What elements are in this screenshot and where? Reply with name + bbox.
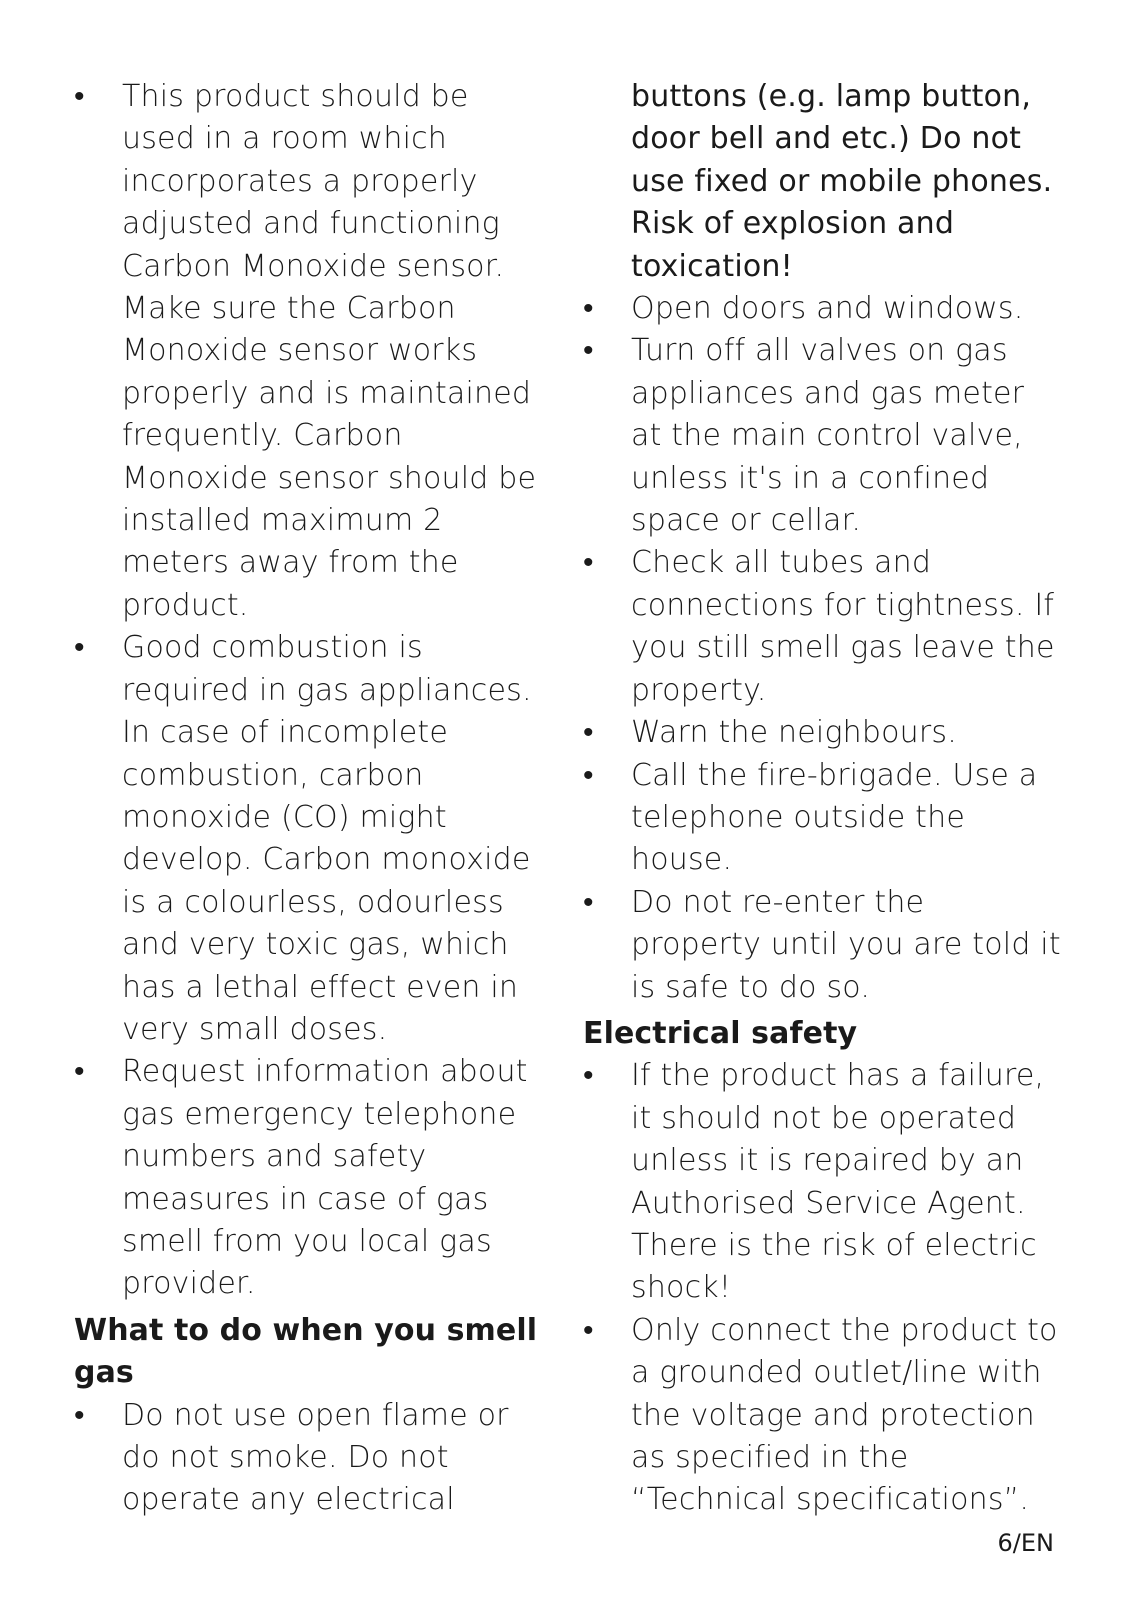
bullet-icon: • — [583, 291, 594, 327]
bullet-icon: • — [74, 1397, 85, 1433]
list-item-open-windows: • Open doors and windows. — [583, 288, 1063, 330]
smell-gas-list-continued — [583, 288, 1063, 1009]
heading-electrical-safety: Electrical safety — [583, 1015, 858, 1051]
bullet-icon: • — [583, 545, 594, 581]
bullet-icon: • — [583, 715, 594, 751]
list-item-failure: • If the product has a failure, it should not be operated unless it is repaired by an Authorised Service Agent. There is the risk of electric shock! — [583, 1055, 1063, 1309]
bullet-icon: • — [583, 884, 594, 920]
list-item-co-sensor: • This product should be used in a room which incorporates a properly adjusted and functioning Carbon Monoxide sensor. Make sure the Carbon Monoxide sensor works properly and is maintained frequently. Carbon Monoxide sensor should be installed maximum 2 meters away from the product. — [74, 76, 544, 627]
list-item-no-flame: • Do not use open flame or do not smoke. Do not operate any electrical — [74, 1395, 544, 1522]
bullet-icon: • — [583, 757, 594, 793]
bullet-icon: • — [74, 630, 85, 666]
smell-gas-list — [74, 1395, 544, 1522]
list-item-emergency-info: • Request information about gas emergency telephone numbers and safety measures in case of gas smell from you local gas provider. — [74, 1051, 544, 1305]
list-item-grounded-outlet: • Only connect the product to a grounded outlet/line with the voltage and protection as specified in the “Technical specifications”. — [583, 1310, 1063, 1522]
list-item-check-tubes: • Check all tubes and connections for tightness. If you still smell gas leave the property. — [583, 542, 1063, 712]
list-item-warn-neighbours: • Warn the neighbours. — [583, 712, 1063, 754]
list-item-call-fire-brigade: • Call the fire-brigade. Use a telephone outside the house. — [583, 755, 1063, 882]
electrical-safety-list — [583, 1055, 1063, 1521]
heading-smell-gas: What to do when you smell gas — [74, 1312, 538, 1391]
list-item-turn-off-valves: • Turn off all valves on gas appliances and gas meter at the main control valve, unless it's in a confined space or cellar. — [583, 330, 1063, 542]
gas-safety-list — [74, 76, 544, 1306]
list-item-combustion: • Good combustion is required in gas appliances. In case of incomplete combustion, carbon monoxide (CO) might develop. Carbon monoxide is a colourless, odourless and very toxic gas, which has a lethal effect even in very small doses. — [74, 627, 544, 1051]
bullet-icon: • — [74, 1054, 85, 1090]
left-column — [74, 76, 544, 1522]
continued-text: buttons (e.g. lamp button, door bell and etc.) Do not use fixed or mobile phones. Risk of explosion and toxication! — [631, 79, 1053, 284]
bullet-icon: • — [583, 333, 594, 369]
bullet-icon: • — [583, 1312, 594, 1348]
bullet-icon: • — [583, 1058, 594, 1094]
bullet-icon: • — [74, 79, 85, 114]
list-item-do-not-reenter: • Do not re-enter the property until you are told it is safe to do so. — [583, 882, 1063, 1009]
right-column — [583, 76, 1063, 1522]
page-number: 6/EN — [997, 1529, 1054, 1557]
